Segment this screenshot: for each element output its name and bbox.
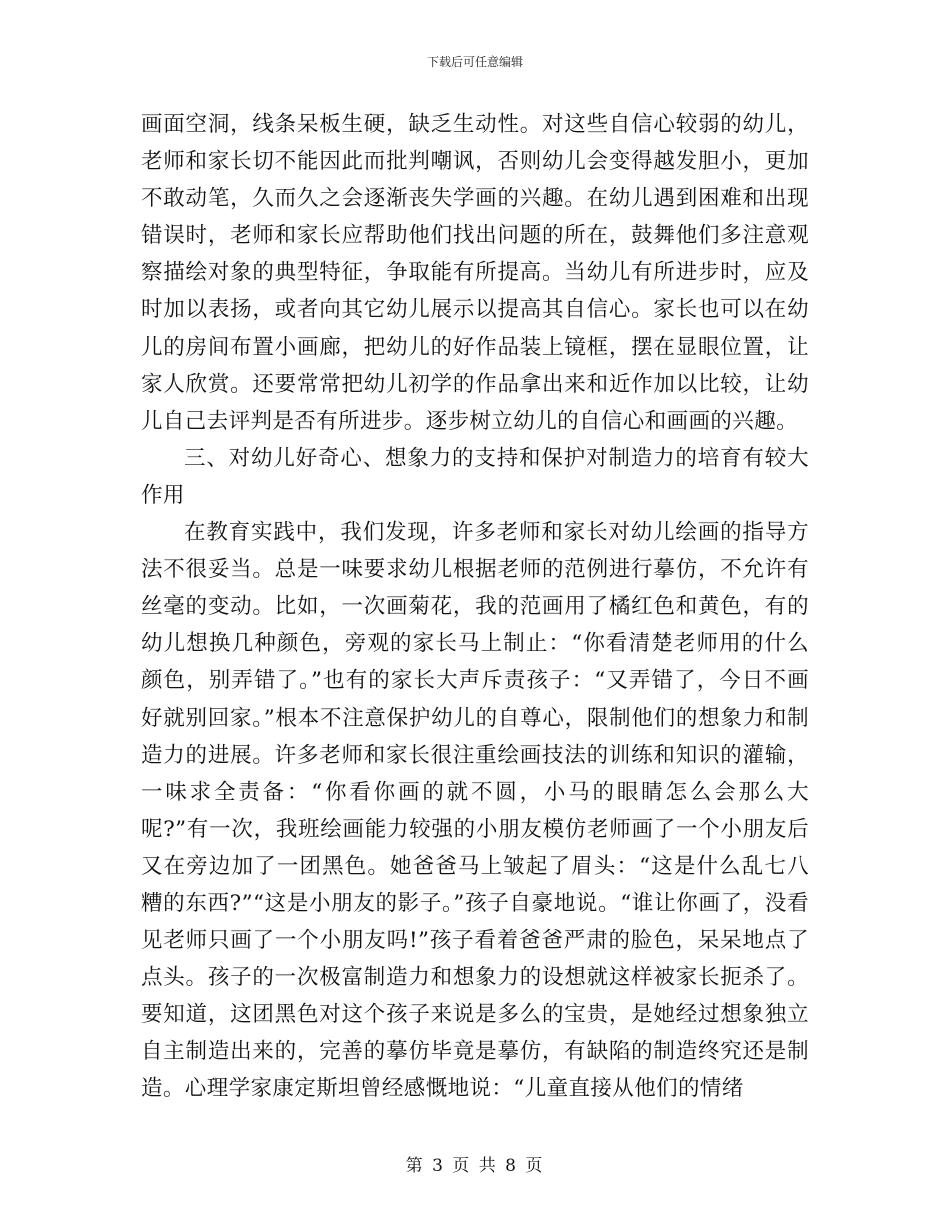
paragraph-2: 在教育实践中，我们发现，许多老师和家长对幼儿绘画的指导方法不很妥当。总是一味要求幼儿根据老师的范例进行摹仿，不允许有丝毫的变动。比如，一次画菊花，我的范画用了橘红色和黄色，有的幼儿想换几种颜色，旁观的家长马上制止：“你看清楚老师用的什么颜色，别弄错了。”也有的家长大声斥责孩子：“又弄错了，今日不画好就别回家。”根本不注意保护幼儿的自尊心，限制他们的想象力和制造力的进展。许多老师和家长很注重绘画技法的训练和知识的灌输，一味求全责备：“你看你画的就不圆，小马的眼睛怎么会那么大呢?”有一次，我班绘画能力较强的小朋友模仿老师画了一个小朋友后又在旁边加了一团黑色。她爸爸马上皱起了眉头：“这是什么乱七八糟的东西?”“这是小朋友的影子。”孩子自豪地说。“谁让你画了，没看见老师只画了一个小朋友吗!”孩子看着爸爸严肃的脸色，呆呆地点了点头。孩子的一次极富制造力和想象力的设想就这样被家长扼杀了。要知道，这团黑色对这个孩子来说是多么的宝贵，是她经过想象独立自主制造出来的，完善的摹仿毕竟是摹仿，有缺陷的制造终究还是制造。心理学家康定斯坦曾经感慨地说：“儿童直接从他们的情绪	[141, 520, 809, 1102]
page-header: 下载后可任意编辑	[426, 55, 523, 69]
document-body	[141, 106, 809, 1108]
page-number-footer: 第 3 页 共 8 页	[405, 1156, 545, 1176]
paragraph-1: 画面空洞，线条呆板生硬，缺乏生动性。对这些自信心较弱的幼儿，老师和家长切不能因此而批判嘲讽，否则幼儿会变得越发胆小，更加不敢动笔，久而久之会逐渐丧失学画的兴趣。在幼儿遇到困难和出现错误时，老师和家长应帮助他们找出问题的所在，鼓舞他们多注意观察描绘对象的典型特征，争取能有所提高。当幼儿有所进步时，应及时加以表扬，或者向其它幼儿展示以提高其自信心。家长也可以在幼儿的房间布置小画廊，把幼儿的好作品装上镜框，摆在显眼位置，让家人欣赏。还要常常把幼儿初学的作品拿出来和近作加以比较，让幼儿自己去评判是否有所进步。逐步树立幼儿的自信心和画画的兴趣。	[141, 112, 809, 434]
section-heading-3: 三、对幼儿好奇心、想象力的支持和保护对制造力的培育有较大作用	[141, 445, 809, 508]
